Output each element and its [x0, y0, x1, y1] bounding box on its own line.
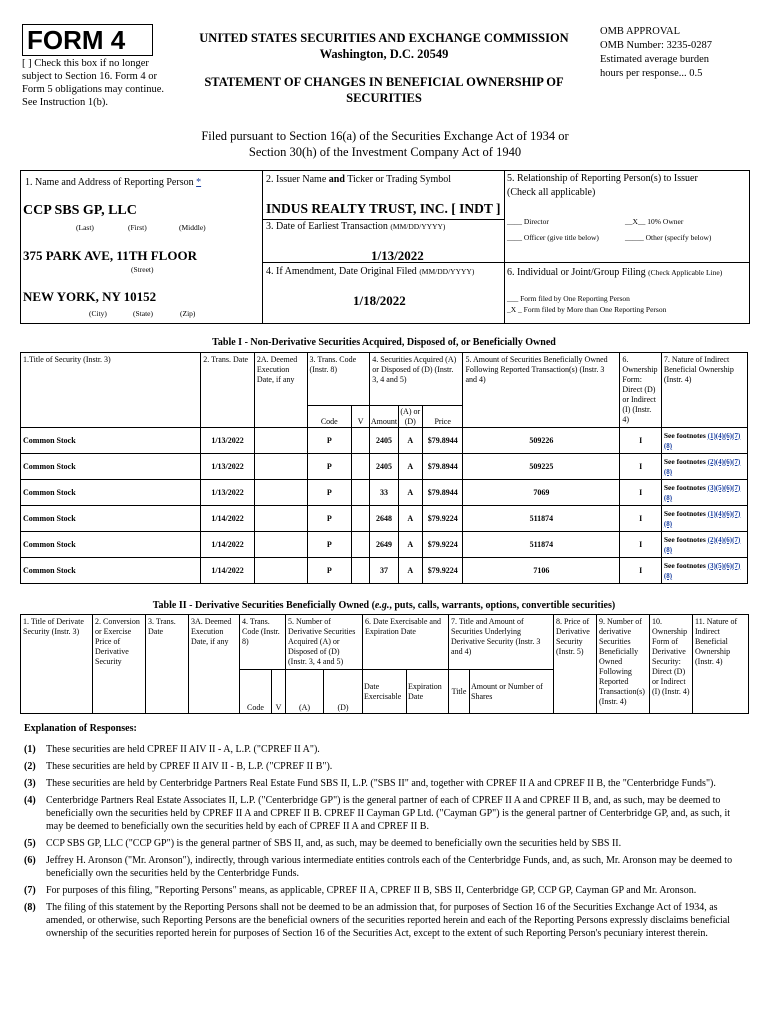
- t2-header-price: 8. Price of Derivative Security (Instr. 5): [554, 615, 597, 714]
- label-last: (Last): [76, 223, 94, 232]
- amend-date: 1/18/2022: [353, 293, 406, 308]
- reporting-box: [20, 170, 750, 324]
- t1-cell-price: $79.9224: [422, 532, 463, 558]
- t2-header-code: 4. Trans. Code (Instr. 8): [240, 615, 286, 670]
- t2-header-owned: 9. Number of derivative Securities Beneficially Owned Following Reported Transaction(s) (Instr. 4): [597, 615, 650, 714]
- explanation-text: Centerbridge Partners Real Estate Associates II, L.P. ("Centerbridge GP") is the general partner of each of CPREF II A and CPREF II B, and, as such, may be deemed to beneficially own the securities held by CPREF II A and CPREF II B. CPREF II Cayman GP Ltd. ("Cayman GP") is the general partner of Centerbridge GP, and, as such, it may be deemed to beneficially own the securities held by each of CPREF II A and CPREF II B.: [46, 795, 731, 832]
- see-footnotes-label: See footnotes: [663, 456, 706, 466]
- t1-cell-price: $79.8944: [422, 454, 463, 480]
- table-2-grid: [20, 614, 749, 714]
- footnote-link[interactable]: (2)(4)(6)(7)(8): [663, 535, 741, 554]
- explanation-text: CCP SBS GP, LLC ("CCP GP") is the general partner of SBS II, and, as such, may be deemed to beneficially own the securities held by SBS II.: [46, 838, 622, 849]
- table-2: [20, 598, 748, 714]
- t1-cell-date: 1/14/2022: [201, 558, 255, 584]
- explanation-number: (1): [24, 744, 36, 755]
- table-row: [21, 480, 748, 506]
- t2-sub-amount: Amount or Number of Shares: [470, 670, 554, 714]
- explanation-item: [24, 854, 746, 880]
- statement-line2: SECURITIES: [346, 91, 422, 105]
- table-1-grid: [20, 352, 748, 584]
- explanation-text: These securities are held by CPREF II AIV II - B, L.P. ("CPREF II B").: [46, 761, 333, 772]
- t1-cell-code: P: [307, 454, 352, 480]
- officer-option[interactable]: ____ Officer (give title below): [507, 233, 599, 242]
- label-issuer: 2. Issuer Name and Ticker or Trading Symbol: [266, 174, 452, 185]
- t1-cell-v: [352, 532, 370, 558]
- omb-line1: OMB APPROVAL: [600, 26, 681, 37]
- omb-line3: Estimated average burden: [600, 54, 710, 65]
- explanation-number: (7): [24, 885, 36, 896]
- t1-cell-amount: 33: [370, 480, 398, 506]
- explanation-number: (2): [24, 761, 36, 772]
- table-row: [21, 558, 748, 584]
- sec-title-line2: Washington, D.C. 20549: [319, 47, 449, 61]
- multi-person-option[interactable]: _X _ Form filed by More than One Reporting Person: [507, 305, 667, 314]
- footnote-link[interactable]: (3)(5)(6)(7)(8): [663, 483, 741, 502]
- t1-cell-deemed: [254, 532, 307, 558]
- t1-cell-deemed: [254, 428, 307, 454]
- t1-cell-owned: 511874: [463, 532, 620, 558]
- earliest-date: 1/13/2022: [371, 248, 424, 263]
- t2-sub-a: (A): [286, 670, 324, 714]
- explanation-section: [24, 722, 746, 944]
- t1-cell-code: P: [307, 558, 352, 584]
- t2-sub-title: Title: [449, 670, 470, 714]
- label-first: (First): [128, 223, 147, 232]
- t1-cell-code: P: [307, 428, 352, 454]
- t1-cell-owned: 509226: [463, 428, 620, 454]
- t1-cell-nature: [661, 428, 747, 454]
- t1-cell-ad: A: [398, 428, 422, 454]
- t1-cell-price: $79.9224: [422, 506, 463, 532]
- one-person-option[interactable]: ___ Form filed by One Reporting Person: [507, 294, 630, 303]
- t1-cell-v: [352, 454, 370, 480]
- label-relationship-2: (Check all applicable): [507, 187, 596, 198]
- explanation-item: [24, 743, 746, 756]
- street-value: 375 PARK AVE, 11TH FLOOR: [23, 248, 197, 263]
- see-footnotes-label: See footnotes: [663, 534, 706, 544]
- table-1: [20, 334, 748, 584]
- explanation-number: (6): [24, 855, 36, 866]
- t1-header-code: 3. Trans. Code (Instr. 8): [307, 353, 370, 406]
- table-row: [21, 454, 748, 480]
- t1-cell-ad: A: [398, 454, 422, 480]
- t1-cell-form: I: [620, 428, 662, 454]
- t1-cell-nature: [661, 532, 747, 558]
- t1-cell-form: I: [620, 558, 662, 584]
- t1-cell-form: I: [620, 454, 662, 480]
- label-filing: 6. Individual or Joint/Group Filing (Check Applicable Line): [507, 267, 723, 278]
- asterisk-link[interactable]: *: [196, 177, 202, 188]
- t1-header-owned: 5. Amount of Securities Beneficially Owned Following Reported Transaction(s) (Instr. 3 and 4): [463, 353, 620, 428]
- t1-header-date: 2. Trans. Date: [201, 353, 255, 428]
- see-footnotes-label: See footnotes: [663, 430, 706, 440]
- t1-header-title: 1.Title of Security (Instr. 3): [21, 353, 201, 428]
- footnote-link[interactable]: (1)(4)(6)(7)(8): [663, 431, 741, 450]
- t2-sub-expiration: Expiration Date: [407, 670, 449, 714]
- t1-cell-title: Common Stock: [21, 532, 201, 558]
- t1-header-form: 6. Ownership Form: Direct (D) or Indirect (I) (Instr. 4): [620, 353, 662, 428]
- explanation-text: These securities are held by Centerbridge Partners Real Estate Fund SBS II, L.P. ("SBS II" and, together with CPREF II A and CPREF II B, the "Centerbridge Funds").: [46, 778, 716, 789]
- t2-sub-code: Code: [240, 670, 272, 714]
- t1-cell-v: [352, 480, 370, 506]
- explanation-item: [24, 901, 746, 940]
- t1-cell-date: 1/14/2022: [201, 506, 255, 532]
- t1-cell-price: $79.8944: [422, 480, 463, 506]
- omb-approval: [600, 25, 760, 81]
- t1-cell-ad: A: [398, 532, 422, 558]
- explanation-text: These securities are held CPREF II AIV II - A, L.P. ("CPREF II A").: [46, 744, 320, 755]
- explanation-item: [24, 760, 746, 773]
- director-option[interactable]: ____ Director: [507, 217, 549, 226]
- label-street: (Street): [131, 265, 154, 274]
- t2-header-date: 3. Trans. Date: [146, 615, 189, 714]
- explanation-text: The filing of this statement by the Reporting Persons shall not be deemed to be an admission that, for purposes of Section 16 of the Securities Exchange Act of 1934, as amended, or otherwise, such Reporting Persons are the beneficial owners of the securities reported herein and each of the Reporting Persons expressly disclaims beneficial ownership of the securities reported herein for purposes of Section 16 of the Securities Act, except to the extent of such Reporting Person's pecuniary interest therein.: [46, 902, 730, 939]
- statement-line1: STATEMENT OF CHANGES IN BENEFICIAL OWNERSHIP OF: [204, 75, 564, 89]
- sec-title-line1: UNITED STATES SECURITIES AND EXCHANGE COMMISSION: [199, 31, 569, 45]
- t1-cell-date: 1/13/2022: [201, 428, 255, 454]
- see-footnotes-label: See footnotes: [663, 482, 706, 492]
- t1-header-acquired: 4. Securities Acquired (A) or Disposed of (D) (Instr. 3, 4 and 5): [370, 353, 463, 406]
- t1-cell-title: Common Stock: [21, 558, 201, 584]
- t1-sub-price: Price: [422, 406, 463, 428]
- form-title: FORM 4: [22, 24, 153, 56]
- label-name: 1. Name and Address of Reporting Person *: [25, 177, 202, 188]
- sec-title: [178, 30, 590, 62]
- t1-cell-deemed: [254, 454, 307, 480]
- t1-cell-nature: [661, 454, 747, 480]
- t2-header-form: 10. Ownership Form of Derivative Security: Direct (D) or Indirect (I) (Instr. 4): [650, 615, 693, 714]
- t1-sub-v: V: [352, 406, 370, 428]
- t1-sub-ad: (A) or (D): [398, 406, 422, 428]
- t1-cell-title: Common Stock: [21, 480, 201, 506]
- t2-header-deemed: 3A. Deemed Execution Date, if any: [189, 615, 240, 714]
- t2-header-exercisable: 6. Date Exercisable and Expiration Date: [363, 615, 449, 670]
- omb-line2: OMB Number: 3235-0287: [600, 40, 712, 51]
- t1-cell-nature: [661, 480, 747, 506]
- t1-header-nature: 7. Nature of Indirect Beneficial Ownership (Instr. 4): [661, 353, 747, 428]
- t1-cell-nature: [661, 558, 747, 584]
- t1-cell-form: I: [620, 480, 662, 506]
- ten-percent-owner-option[interactable]: __X__ 10% Owner: [625, 217, 684, 226]
- t1-cell-date: 1/13/2022: [201, 480, 255, 506]
- t1-cell-amount: 37: [370, 558, 398, 584]
- t2-sub-v: V: [272, 670, 286, 714]
- t1-cell-owned: 7069: [463, 480, 620, 506]
- t1-cell-title: Common Stock: [21, 454, 201, 480]
- footnote-link[interactable]: (3)(5)(6)(7)(8): [663, 561, 741, 580]
- t1-sub-code: Code: [307, 406, 352, 428]
- statement-title: [178, 74, 590, 106]
- t1-cell-title: Common Stock: [21, 428, 201, 454]
- table-row: [21, 506, 748, 532]
- t1-cell-ad: A: [398, 506, 422, 532]
- table-row: [21, 532, 748, 558]
- table-1-title: Table I - Non-Derivative Securities Acquired, Disposed of, or Beneficially Owned: [212, 337, 556, 348]
- filed-line1: Filed pursuant to Section 16(a) of the Securities Exchange Act of 1934 or: [201, 129, 569, 143]
- explanation-heading: Explanation of Responses:: [24, 723, 137, 734]
- label-city: (City): [89, 309, 107, 318]
- t1-cell-title: Common Stock: [21, 506, 201, 532]
- footnote-link[interactable]: (1)(4)(6)(7)(8): [663, 509, 741, 528]
- t2-sub-d: (D): [324, 670, 363, 714]
- t1-cell-code: P: [307, 506, 352, 532]
- omb-line4: hours per response... 0.5: [600, 68, 703, 79]
- label-amend-date: 4. If Amendment, Date Original Filed (MM/DD/YYYY): [266, 266, 475, 277]
- t1-cell-amount: 2405: [370, 454, 398, 480]
- explanation-item: [24, 794, 746, 833]
- t1-cell-nature: [661, 506, 747, 532]
- t2-header-title: 1. Title of Derivate Security (Instr. 3): [21, 615, 93, 714]
- t1-sub-amount: Amount: [370, 406, 398, 428]
- t1-cell-amount: 2649: [370, 532, 398, 558]
- t2-header-number: 5. Number of Derivative Securities Acquired (A) or Disposed of (D) (Instr. 3, 4 and 5): [286, 615, 363, 670]
- filed-line2: Section 30(h) of the Investment Company Act of 1940: [248, 145, 522, 159]
- t1-cell-code: P: [307, 480, 352, 506]
- label-earliest-date: 3. Date of Earliest Transaction (MM/DD/YYYY): [266, 221, 446, 232]
- explanation-item: [24, 837, 746, 850]
- t1-cell-form: I: [620, 532, 662, 558]
- t1-cell-date: 1/13/2022: [201, 454, 255, 480]
- t1-header-deemed: 2A. Deemed Execution Date, if any: [254, 353, 307, 428]
- t1-cell-amount: 2405: [370, 428, 398, 454]
- table-row: [21, 428, 748, 454]
- t1-cell-ad: A: [398, 480, 422, 506]
- explanation-text: For purposes of this filing, "Reporting Persons" means, as applicable, CPREF II A, CPREF II B, SBS II, Centerbridge GP, CCP GP, Cayman GP and Mr. Aronson.: [46, 885, 697, 896]
- t1-cell-form: I: [620, 506, 662, 532]
- t1-cell-v: [352, 558, 370, 584]
- city-value: NEW YORK, NY 10152: [23, 289, 157, 304]
- t1-cell-deemed: [254, 480, 307, 506]
- see-footnotes-label: See footnotes: [663, 508, 706, 518]
- t1-cell-v: [352, 506, 370, 532]
- table-2-title: Table II - Derivative Securities Beneficially Owned (e.g., puts, calls, warrants, options, convertible securities): [152, 600, 616, 611]
- explanation-number: (5): [24, 838, 36, 849]
- t1-cell-deemed: [254, 506, 307, 532]
- explanation-item: [24, 777, 746, 790]
- t2-header-conversion: 2. Conversion or Exercise Price of Derivative Security: [93, 615, 146, 714]
- explanation-item: [24, 884, 746, 897]
- t1-cell-owned: 509225: [463, 454, 620, 480]
- label-middle: (Middle): [179, 223, 206, 232]
- label-relationship-1: 5. Relationship of Reporting Person(s) to Issuer: [507, 173, 698, 184]
- t2-sub-date-exercisable: Date Exercisable: [363, 670, 407, 714]
- t1-cell-v: [352, 428, 370, 454]
- explanation-number: (8): [24, 902, 36, 913]
- filed-pursuant: [140, 128, 630, 160]
- t1-cell-amount: 2648: [370, 506, 398, 532]
- explanation-number: (4): [24, 795, 36, 806]
- issuer-name: INDUS REALTY TRUST, INC. [ INDT ]: [266, 201, 501, 216]
- t2-header-underlying: 7. Title and Amount of Securities Underlying Derivative Security (Instr. 3 and 4): [449, 615, 554, 670]
- explanation-text: Jeffrey H. Aronson ("Mr. Aronson"), indirectly, through various intermediate entities controls each of the Centerbridge Funds, and, as such, Mr. Aronson may be deemed to beneficially own the securities held by the Centerbridge Funds.: [46, 855, 733, 879]
- footnote-link[interactable]: (2)(4)(6)(7)(8): [663, 457, 741, 476]
- other-option[interactable]: _____ Other (specify below): [625, 233, 712, 242]
- t1-cell-price: $79.8944: [422, 428, 463, 454]
- t1-cell-date: 1/14/2022: [201, 532, 255, 558]
- label-zip: (Zip): [180, 309, 196, 318]
- checkbox-note: [ ] Check this box if no longer subject to Section 16. Form 4 or Form 5 obligations may continue. See Instruction 1(b).: [22, 58, 165, 108]
- t1-cell-owned: 511874: [463, 506, 620, 532]
- t2-header-nature: 11. Nature of Indirect Beneficial Ownership (Instr. 4): [693, 615, 749, 714]
- t1-cell-deemed: [254, 558, 307, 584]
- t1-cell-code: P: [307, 532, 352, 558]
- label-state: (State): [133, 309, 153, 318]
- explanation-number: (3): [24, 778, 36, 789]
- see-footnotes-label: See footnotes: [663, 560, 706, 570]
- reporting-name: CCP SBS GP, LLC: [23, 203, 137, 218]
- t1-cell-ad: A: [398, 558, 422, 584]
- t1-cell-price: $79.9224: [422, 558, 463, 584]
- t1-cell-owned: 7106: [463, 558, 620, 584]
